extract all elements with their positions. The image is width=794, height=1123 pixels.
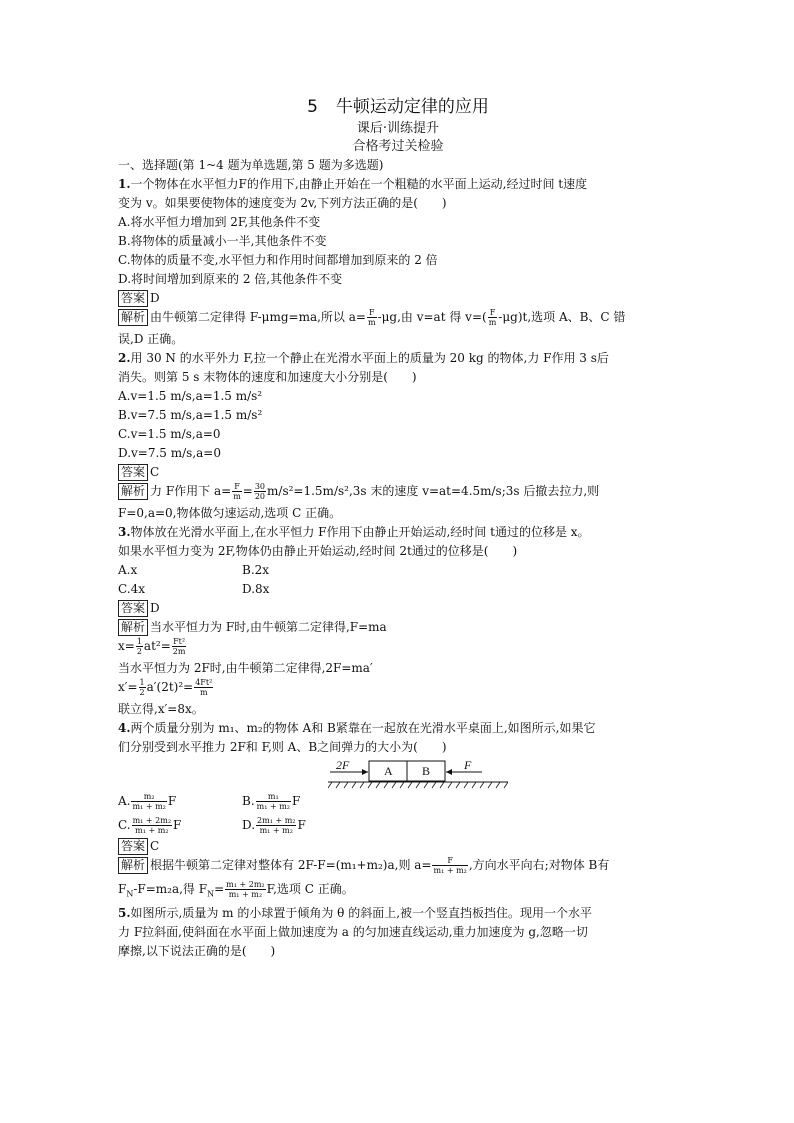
question-1-option-b: B.将物体的质量减小一半,其他条件不变 <box>118 234 327 248</box>
question-3-analysis-1: 解析 当水平恒力为 F时,由牛顿第二定律得,F=ma <box>118 618 678 637</box>
question-5-stem-1: 5.如图所示,质量为 m 的小球置于倾角为 θ 的斜面上,被一个竖直挡板挡住。现用一个水平 <box>118 906 593 920</box>
question-2-option-a: A.v=1.5 m/s,a=1.5 m/s² <box>118 389 263 403</box>
ground-hatching <box>328 782 508 788</box>
force-left-label: 2F <box>336 758 350 772</box>
fraction-30-over-20: $\frac{30}{20}$ <box>254 482 266 501</box>
answer-tag: 答案 <box>118 290 148 307</box>
question-5-stem-2: 力 F拉斜面,使斜面在水平面上做加速度为 a 的匀加速直线运动,重力加速度为 g,忽略一切 <box>118 925 588 939</box>
title-text: 牛顿运动定律的应用 <box>335 97 489 117</box>
fraction-f-over-m: $\frac{F}{m}$ <box>367 308 376 327</box>
question-2-option-b: B.v=7.5 m/s,a=1.5 m/s² <box>118 408 263 422</box>
question-4-stem-2: 们分别受到水平推力 2F和 F,则 A、B之间弹力的大小为( ) <box>118 740 447 754</box>
question-4-analysis-1: 解析 根据牛顿第二定律对整体有 2F-F=(m₁+m₂)a,则 a= $\frac{F}{\text{m₁ + m₂}}$ ,方向水平向右;对物体 B有 <box>118 856 678 880</box>
analysis-tag: 解析 <box>118 309 148 326</box>
question-3-stem-1: 3.物体放在光滑水平面上,在水平恒力 F作用下由静止开始运动,经时间 t通过的位移是 x。 <box>118 525 590 539</box>
question-3-answer: 答案 D <box>118 599 678 618</box>
question-2-stem-2: 消失。则第 5 s 末物体的速度和加速度大小分别是( ) <box>118 370 417 384</box>
question-3-options-ab: A.x B.2x <box>118 563 270 577</box>
block-b-label: B <box>422 764 431 778</box>
page-title <box>118 96 678 118</box>
question-3-stem-2: 如果水平恒力变为 2F,物体仍由静止开始运动,经时间 2t通过的位移是( ) <box>118 544 518 558</box>
block-a-label: A <box>384 764 393 778</box>
question-4-options-cd: C. $\frac{\text{m₁ + 2m₂}}{\text{m₁ + m₂}}$ F D. $\frac{\text{2m₁ + m₂}}{\text{m₁ + m₂}}$ F <box>118 815 306 835</box>
fraction-f-over-m-2: $\frac{F}{m}$ <box>488 308 497 327</box>
question-4-options-ab: A. $\frac{\text{m₂}}{\text{m₁ + m₂}}$ F B. $\frac{\text{m₁}}{\text{m₁ + m₂}}$ F <box>118 791 301 811</box>
question-1-stem-1: 1.一个物体在水平恒力F的作用下,由静止开始在一个粗糙的水平面上运动,经过时间 t速度 <box>118 177 588 191</box>
subtitle-practice: 课后·训练提升 <box>356 121 440 136</box>
question-4-analysis-2: $F_N-F=m_2a$,得 $F_N=$ $\frac{\text{m₁ + 2m₂}}{\text{m₁ + m₂}}$ F,选项 C 正确。 <box>118 880 354 899</box>
question-1-analysis-1: 解析 由牛顿第二定律得 F-μmg=ma,所以 a= $\frac{F}{m}$ -μg,由 v=at 得 v=( $\frac{F}{m}$ -μg)t,选项 A、B、C 错 <box>118 308 678 330</box>
question-2-analysis-2: F=0,a=0,物体做匀速运动,选项 C 正确。 <box>118 506 342 520</box>
question-5-stem-3: 摩擦,以下说法正确的是( ) <box>118 944 276 958</box>
question-4-stem-1: 4.两个质量分别为 m₁、m₂的物体 A和 B紧靠在一起放在光滑水平桌面上,如图所示,如果它 <box>118 721 596 735</box>
question-2-stem-1: 2.用 30 N 的水平外力 F,拉一个静止在光滑水平面上的质量为 20 kg 的物体,力 F作用 3 s后 <box>118 351 609 365</box>
question-1-option-d: D.将时间增加到原来的 2 倍,其他条件不变 <box>118 272 343 286</box>
title-number: 5 <box>307 97 318 117</box>
question-1-answer: 答案 D <box>118 289 678 308</box>
force-right-label: F <box>464 758 472 772</box>
question-number: 1. <box>118 177 131 191</box>
question-3-analysis-5: 联立得,x′=8x。 <box>118 702 204 716</box>
question-2-answer: 答案 C <box>118 463 678 482</box>
question-3-analysis-4: x′= $\frac{1}{2}$ a′(2t)²= $\frac{\text{4Ft²}}{m}$ <box>118 678 213 697</box>
question-3-analysis-3: 当水平恒力为 2F时,由牛顿第二定律得,2F=ma′ <box>118 661 373 675</box>
question-2-analysis-1: 解析 力 F作用下 a= $\frac{F}{m}$ = $\frac{30}{20}$ m/s²=1.5m/s²,3s 末的速度 v=at=4.5m/s;3s 后撤去拉力,则 <box>118 482 678 504</box>
question-4-figure-row <box>118 757 678 789</box>
subtitle-level: 合格考过关检验 <box>352 139 444 154</box>
force-right-arrowhead <box>446 769 452 775</box>
blocks-diagram <box>328 757 508 789</box>
question-1-option-a: A.将水平恒力增加到 2F,其他条件不变 <box>118 215 321 229</box>
question-2-option-c: C.v=1.5 m/s,a=0 <box>118 427 221 441</box>
question-1-stem-2: 变为 v。如果要使物体的速度变为 2v,下列方法正确的是( ) <box>118 196 447 210</box>
section-heading: 一、选择题(第 1~4 题为单选题,第 5 题为多选题) <box>118 158 384 172</box>
force-left-arrowhead <box>362 769 368 775</box>
question-1-analysis-2: 误,D 正确。 <box>118 332 184 346</box>
fraction-f-over-m: $\frac{F}{m}$ <box>233 482 241 501</box>
question-3-analysis-2: x= $\frac{1}{2}$ at²= $\frac{\text{Ft²}}{2m}$ <box>118 637 186 656</box>
question-1-option-c: C.物体的质量不变,水平恒力和作用时间都增加到原来的 2 倍 <box>118 253 438 267</box>
worksheet-page <box>118 96 678 961</box>
question-2-option-d: D.v=7.5 m/s,a=0 <box>118 446 221 460</box>
question-3-options-cd: C.4x D.8x <box>118 582 270 596</box>
question-4-answer: 答案 C <box>118 837 678 856</box>
